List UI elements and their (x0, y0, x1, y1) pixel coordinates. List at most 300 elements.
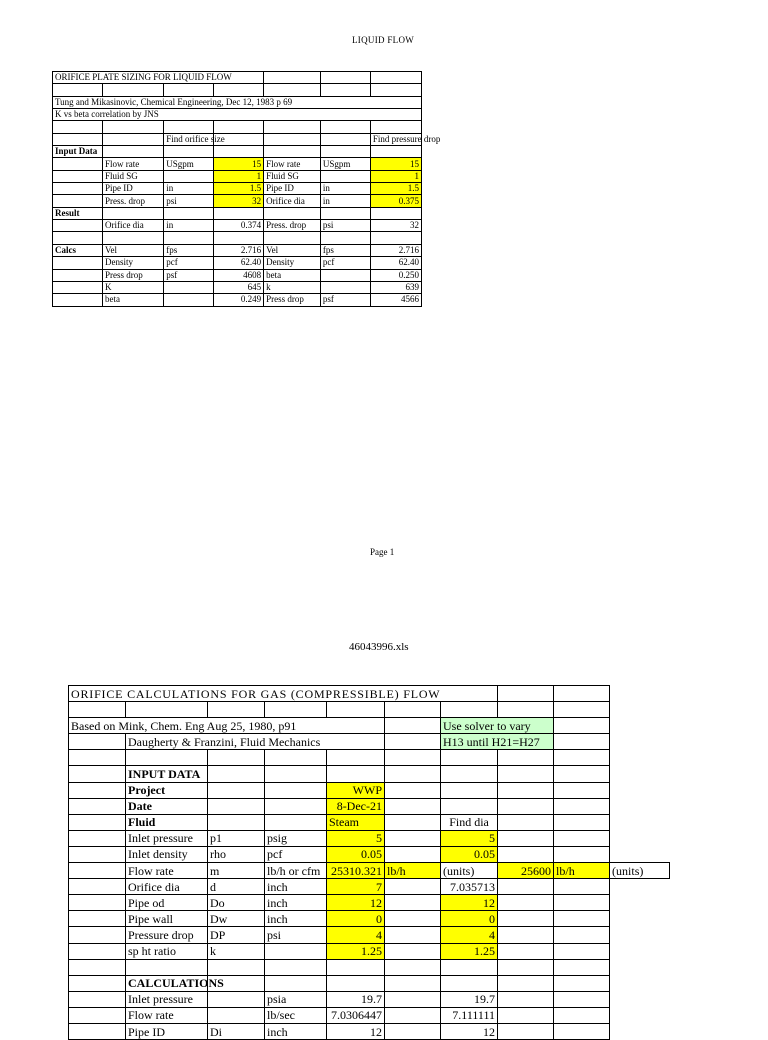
table-cell (214, 146, 264, 158)
table-cell (385, 734, 441, 750)
table-row (69, 846, 670, 862)
table-cell (498, 1007, 554, 1023)
table-cell: Vel (264, 244, 321, 256)
table-cell (265, 814, 327, 830)
table-cell (441, 863, 498, 879)
table-cell (320, 146, 370, 158)
table-cell: 0.375 (370, 195, 421, 207)
table-cell (441, 798, 498, 814)
table-cell (53, 121, 103, 133)
table-cell: 12 (441, 1023, 498, 1039)
table-cell (69, 1023, 126, 1039)
table-cell (53, 183, 103, 195)
table-cell: Inlet pressure (126, 830, 208, 846)
table-cell (214, 121, 264, 133)
table-cell (554, 814, 610, 830)
table-cell: 0 (441, 911, 498, 927)
table-cell (498, 814, 554, 830)
table-cell: psf (164, 269, 214, 281)
table-cell (53, 133, 103, 145)
table-cell (385, 782, 441, 798)
table-cell: Pipe ID (264, 183, 321, 195)
table-cell: pcf (164, 257, 214, 269)
table-cell: pcf (320, 257, 370, 269)
table-cell: Date (126, 798, 208, 814)
table-cell: 7 (327, 879, 385, 895)
liquid-flow-table (52, 71, 441, 307)
table-cell (498, 686, 554, 702)
table-cell (320, 72, 370, 84)
table-cell (370, 121, 421, 133)
table-cell (554, 911, 610, 927)
table-cell (164, 232, 214, 244)
table-cell (164, 121, 214, 133)
table-row (69, 927, 670, 943)
table-cell (102, 133, 163, 145)
table-cell: Steam (327, 814, 385, 830)
table-cell: psf (320, 294, 370, 306)
table-row (69, 750, 670, 766)
table-cell: 8-Dec-21 (327, 798, 385, 814)
table-cell (385, 750, 441, 766)
table-cell: d (208, 879, 265, 895)
table-cell: Daugherty & Franzini, Fluid Mechanics (126, 734, 385, 750)
table-row (69, 895, 670, 911)
table-cell (164, 207, 214, 219)
table-cell: 1.25 (327, 943, 385, 959)
table-cell (320, 121, 370, 133)
table-cell: inch (265, 911, 327, 927)
table-cell: beta (264, 269, 321, 281)
table-row (69, 991, 670, 1007)
table-row (69, 830, 670, 846)
table-cell (53, 294, 103, 306)
table-cell (265, 750, 327, 766)
table-cell (102, 207, 163, 219)
table-cell: (units) (610, 863, 670, 879)
table-cell: 19.7 (327, 991, 385, 1007)
table-cell (498, 846, 554, 862)
table-cell (554, 734, 610, 750)
table-cell: Find dia (441, 814, 498, 830)
table-cell: inch (265, 1023, 327, 1039)
table-row (53, 158, 422, 170)
table-cell (264, 72, 321, 84)
table-cell (164, 146, 214, 158)
table-cell (554, 927, 610, 943)
table-row (69, 959, 670, 975)
table-cell (554, 879, 610, 895)
table-cell (69, 814, 126, 830)
table-cell: USgpm (320, 158, 370, 170)
table-cell: psig (265, 830, 327, 846)
table-cell: fps (164, 244, 214, 256)
table-cell (554, 702, 610, 718)
table-cell: Do (208, 895, 265, 911)
table-cell (164, 170, 214, 182)
table-cell (370, 146, 421, 158)
table-cell: 15 (370, 158, 421, 170)
table-row (53, 294, 422, 306)
table-cell (69, 798, 126, 814)
table-cell (554, 975, 610, 991)
table-cell (214, 84, 264, 96)
table-cell (126, 750, 208, 766)
table-cell: INPUT DATA (126, 766, 208, 782)
table-cell (69, 702, 126, 718)
table-cell (385, 927, 441, 943)
table-cell (498, 975, 554, 991)
table-cell (498, 766, 554, 782)
table-cell (441, 702, 498, 718)
table-cell (208, 750, 265, 766)
table-cell: 7.0306447 (327, 1007, 385, 1023)
table-cell (53, 269, 103, 281)
table-cell: 2.716 (370, 244, 421, 256)
table-cell (385, 766, 441, 782)
table-cell (554, 686, 610, 702)
table-cell (164, 84, 214, 96)
table-cell: Pipe wall (126, 911, 208, 927)
table-cell: 0.05 (441, 846, 498, 862)
table-cell (498, 879, 554, 895)
table-cell: Pipe od (126, 895, 208, 911)
table-cell (554, 895, 610, 911)
table-cell (126, 959, 208, 975)
page-header: LIQUID FLOW (352, 35, 415, 45)
table-cell (441, 766, 498, 782)
table-cell: Find orifice size (164, 133, 214, 145)
table-cell (498, 895, 554, 911)
table-cell: 15 (214, 158, 264, 170)
table-cell (385, 959, 441, 975)
table-cell (208, 702, 265, 718)
table-cell (53, 195, 103, 207)
table-cell (554, 1007, 610, 1023)
table-cell: in (164, 183, 214, 195)
table-cell (69, 766, 126, 782)
table-cell: 0.250 (370, 269, 421, 281)
table-cell: Press drop (102, 269, 163, 281)
table-cell (264, 121, 321, 133)
table-cell (69, 879, 126, 895)
table-cell: 1.25 (441, 943, 498, 959)
table-cell (385, 718, 441, 734)
table-cell (264, 84, 321, 96)
table-cell: fps (320, 244, 370, 256)
table-cell (370, 84, 421, 96)
table-row (69, 766, 670, 782)
table-cell: m (208, 863, 265, 879)
table-cell: Fluid SG (102, 170, 163, 182)
table-row (53, 232, 422, 244)
table-cell (320, 232, 370, 244)
table-row (53, 72, 422, 84)
table-cell: 32 (214, 195, 264, 207)
table-cell: 639 (370, 281, 421, 293)
table-cell: Use solver to vary (441, 718, 554, 734)
table-cell (69, 927, 126, 943)
table-cell: 12 (327, 895, 385, 911)
table-cell (69, 750, 126, 766)
table-cell: Fluid SG (264, 170, 321, 182)
table-cell (164, 294, 214, 306)
table-cell: Flow rate (102, 158, 163, 170)
table-cell: in (320, 183, 370, 195)
table-cell (264, 146, 321, 158)
table-cell: Dw (208, 911, 265, 927)
table-cell (208, 959, 265, 975)
table-cell: psi (320, 220, 370, 232)
table-cell (385, 798, 441, 814)
table-cell: inch (265, 895, 327, 911)
table-row (53, 84, 422, 96)
table-cell (327, 766, 385, 782)
table-cell (265, 702, 327, 718)
table-cell: 25600 (498, 863, 554, 879)
table-cell (498, 1023, 554, 1039)
table-cell (53, 158, 103, 170)
table-cell (102, 84, 163, 96)
table-cell (554, 991, 610, 1007)
table-cell: 0.05 (327, 846, 385, 862)
table-row (69, 943, 670, 959)
table-cell: Pressure drop (126, 927, 208, 943)
table-row (53, 146, 422, 158)
table-cell (498, 959, 554, 975)
table-cell (441, 782, 498, 798)
table-cell (320, 281, 370, 293)
table-cell: Flow rate (126, 863, 208, 879)
table-cell: Fluid (126, 814, 208, 830)
table-cell (53, 232, 103, 244)
table-cell: Tung and Mikasinovic, Chemical Engineering, Dec 12, 1983 p 69 (53, 96, 422, 108)
table-cell (554, 830, 610, 846)
table-cell (385, 814, 441, 830)
table-cell (554, 846, 610, 862)
table-cell (69, 991, 126, 1007)
table-cell (69, 911, 126, 927)
table-row (69, 879, 670, 895)
table-cell (498, 943, 554, 959)
table-cell (498, 782, 554, 798)
table-cell: psi (265, 927, 327, 943)
table-cell (265, 975, 327, 991)
table-cell (164, 281, 214, 293)
table-cell: 1 (214, 170, 264, 182)
table-cell: lb/sec (265, 1007, 327, 1023)
table-cell (320, 207, 370, 219)
table-cell (327, 702, 385, 718)
table-cell (265, 782, 327, 798)
table-cell (554, 782, 610, 798)
table-cell: Inlet density (126, 846, 208, 862)
table-row (69, 734, 670, 750)
table-cell (53, 220, 103, 232)
table-cell (320, 133, 370, 145)
table-cell: Orifice dia (264, 195, 321, 207)
table-cell (53, 84, 103, 96)
table-cell (265, 959, 327, 975)
table-cell: 7.111111 (441, 1007, 498, 1023)
table-cell (498, 991, 554, 1007)
table-cell: 5 (327, 830, 385, 846)
table-cell (370, 207, 421, 219)
table-row (53, 133, 422, 145)
table-row (69, 863, 670, 879)
table-cell: Inlet pressure (126, 991, 208, 1007)
table-cell (69, 830, 126, 846)
table-cell (554, 798, 610, 814)
table-cell: psia (265, 991, 327, 1007)
table-cell: pcf (265, 846, 327, 862)
table-cell (385, 879, 441, 895)
table-cell (102, 121, 163, 133)
table-row (69, 782, 670, 798)
table-cell: 0.374 (214, 220, 264, 232)
table-cell (69, 782, 126, 798)
table-cell (441, 975, 498, 991)
table-cell (264, 207, 321, 219)
table-cell (265, 943, 327, 959)
table-cell (554, 1023, 610, 1039)
table-row (69, 1023, 670, 1039)
table-cell: p1 (208, 830, 265, 846)
table-cell: 1.5 (214, 183, 264, 195)
table-cell: 12 (327, 1023, 385, 1039)
table-cell: lb/h (385, 863, 441, 879)
table-cell (264, 133, 321, 145)
table-cell: Result (53, 207, 103, 219)
table-row (53, 96, 422, 108)
table-cell (208, 798, 265, 814)
table-cell: K (102, 281, 163, 293)
table-cell (327, 975, 385, 991)
table-cell: inch (265, 879, 327, 895)
table-cell: psi (164, 195, 214, 207)
table-cell (327, 959, 385, 975)
table-cell (498, 911, 554, 927)
table-cell (498, 750, 554, 766)
gas-flow-table (68, 685, 670, 1040)
table-cell (264, 232, 321, 244)
table-cell (498, 927, 554, 943)
table-cell (554, 959, 610, 975)
table-cell: Press drop (264, 294, 321, 306)
table-cell (53, 257, 103, 269)
table-cell: Input Data (53, 146, 103, 158)
table-row (69, 911, 670, 927)
table-row (69, 798, 670, 814)
table-cell (385, 830, 441, 846)
table-cell (69, 975, 126, 991)
table-cell: K vs beta correlation by JNS (53, 109, 422, 121)
table-row (69, 1007, 670, 1023)
table-cell (208, 1007, 265, 1023)
table-row (53, 207, 422, 219)
table-cell: Flow rate (126, 1007, 208, 1023)
table-cell (69, 846, 126, 862)
table-cell: 32 (370, 220, 421, 232)
table-cell (126, 702, 208, 718)
table-row (53, 244, 422, 256)
table-cell: USgpm (164, 158, 214, 170)
table-cell: Press. drop (264, 220, 321, 232)
table-cell: Orifice dia (102, 220, 163, 232)
table-row (53, 257, 422, 269)
table-cell: 4608 (214, 269, 264, 281)
table-row (69, 975, 670, 991)
table-cell (327, 750, 385, 766)
table-cell: 62.40 (214, 257, 264, 269)
table-cell (441, 959, 498, 975)
table-cell (385, 1023, 441, 1039)
table-cell (69, 959, 126, 975)
table-cell (385, 911, 441, 927)
table-cell: in (164, 220, 214, 232)
table-cell (53, 170, 103, 182)
table-cell: 1 (370, 170, 421, 182)
table-cell (208, 766, 265, 782)
table-row (53, 195, 422, 207)
table-row (69, 686, 670, 702)
table-row (53, 170, 422, 182)
table-row (53, 183, 422, 195)
table-cell: k (264, 281, 321, 293)
table-cell (320, 269, 370, 281)
table-cell: rho (208, 846, 265, 862)
table-cell: Press. drop (102, 195, 163, 207)
table-cell: Find pressure drop (370, 133, 421, 145)
table-cell (385, 1007, 441, 1023)
table-cell (265, 766, 327, 782)
table-cell (370, 72, 421, 84)
units-note: (units) (443, 863, 475, 878)
table-row (53, 281, 422, 293)
table-row (69, 702, 670, 718)
table-cell: in (320, 195, 370, 207)
table-cell: k (208, 943, 265, 959)
table-cell (441, 750, 498, 766)
table-cell (498, 702, 554, 718)
table-cell (554, 766, 610, 782)
table-cell: Pipe ID (102, 183, 163, 195)
table-cell (214, 207, 264, 219)
table-cell: lb/h (554, 863, 610, 879)
table-cell (214, 232, 264, 244)
table-cell (320, 84, 370, 96)
table-cell (53, 281, 103, 293)
table-cell: 19.7 (441, 991, 498, 1007)
table-cell: Project (126, 782, 208, 798)
table-cell: ORIFICE PLATE SIZING FOR LIQUID FLOW (53, 72, 264, 84)
table-cell: 62.40 (370, 257, 421, 269)
table-cell: ORIFICE CALCULATIONS FOR GAS (COMPRESSIBLE) FLOW (69, 686, 498, 702)
table-cell (385, 895, 441, 911)
table-cell: Density (102, 257, 163, 269)
table-cell (265, 798, 327, 814)
table-cell (554, 943, 610, 959)
table-cell: Calcs (53, 244, 103, 256)
table-cell (69, 863, 126, 879)
table-cell: 0 (327, 911, 385, 927)
table-cell (102, 146, 163, 158)
table-cell: 0.249 (214, 294, 264, 306)
table-row (53, 269, 422, 281)
table-cell (102, 232, 163, 244)
table-cell: 2.716 (214, 244, 264, 256)
table-cell: 4 (327, 927, 385, 943)
